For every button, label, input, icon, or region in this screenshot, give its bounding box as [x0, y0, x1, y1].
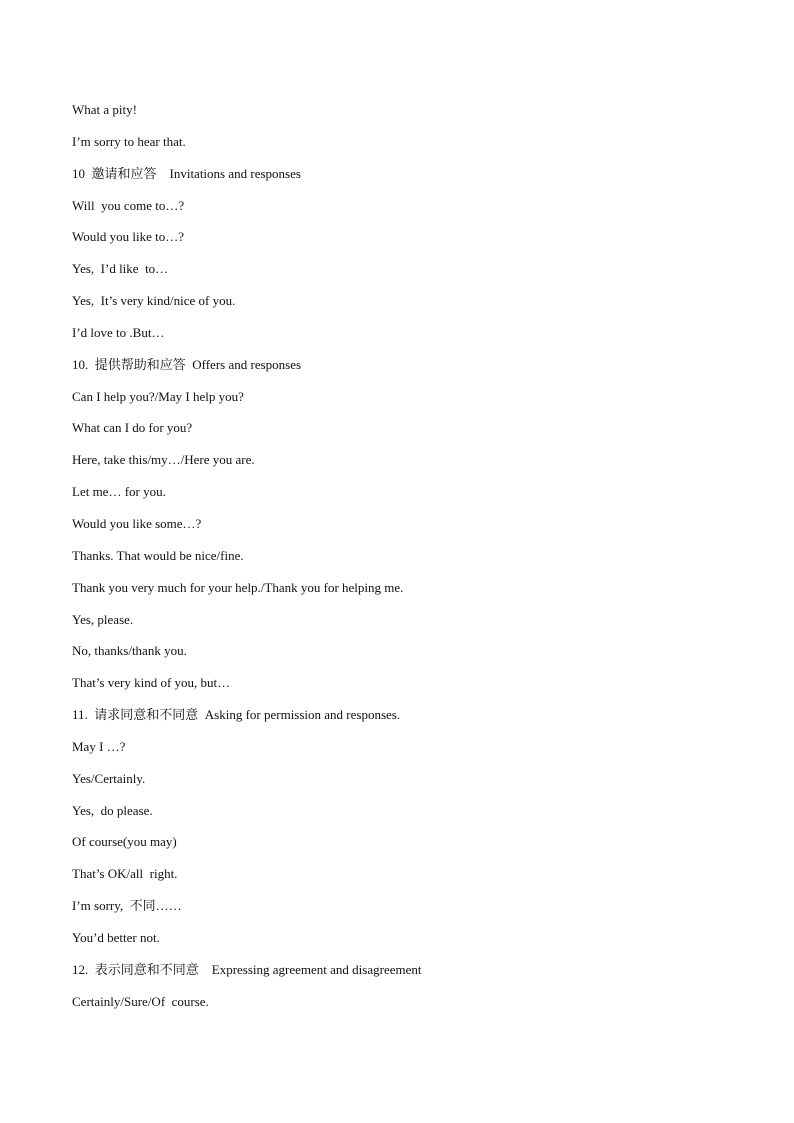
text-line: Let me… for you. — [72, 484, 166, 500]
text-line: That’s very kind of you, but… — [72, 675, 231, 691]
text-line: What can I do for you? — [72, 420, 193, 436]
text-line: Yes/Certainly. — [72, 770, 146, 786]
text-line: Of course(you may) — [72, 834, 177, 850]
text-line: I’d love to .But… — [72, 324, 165, 340]
text-body — [72, 101, 732, 1024]
text-line: Here, take this/my…/Here you are. — [72, 452, 255, 468]
text-line: May I …? — [72, 738, 126, 754]
text-line: Would you like to…? — [72, 229, 184, 245]
text-line: Yes, do please. — [72, 802, 153, 818]
text-line: Would you like some…? — [72, 515, 202, 531]
text-line: Certainly/Sure/Of course. — [72, 993, 209, 1009]
text-line: Yes, It’s very kind/nice of you. — [72, 293, 236, 309]
text-line: Thank you very much for your help./Thank you for helping me. — [72, 579, 404, 595]
text-line: Thanks. That would be nice/fine. — [72, 547, 244, 563]
text-line: I’m sorry, 不同…… — [72, 898, 182, 914]
text-line: No, thanks/thank you. — [72, 643, 187, 659]
text-line: Will you come to…? — [72, 197, 185, 213]
text-line: You’d better not. — [72, 929, 160, 945]
text-line: That’s OK/all right. — [72, 866, 178, 882]
section-heading: 10 邀请和应答 Invitations and responses — [72, 165, 301, 181]
text-line: I’m sorry to hear that. — [72, 133, 186, 149]
text-line: Can I help you?/May I help you? — [72, 388, 244, 404]
text-line: Yes, I’d like to… — [72, 261, 169, 277]
section-heading: 10. 提供帮助和应答 Offers and responses — [72, 356, 302, 372]
text-line: Yes, please. — [72, 611, 134, 627]
section-heading: 11. 请求同意和不同意 Asking for permission and responses. — [72, 707, 401, 723]
text-line: What a pity! — [72, 102, 137, 117]
section-heading: 12. 表示同意和不同意 Expressing agreement and disagreement — [72, 961, 422, 977]
